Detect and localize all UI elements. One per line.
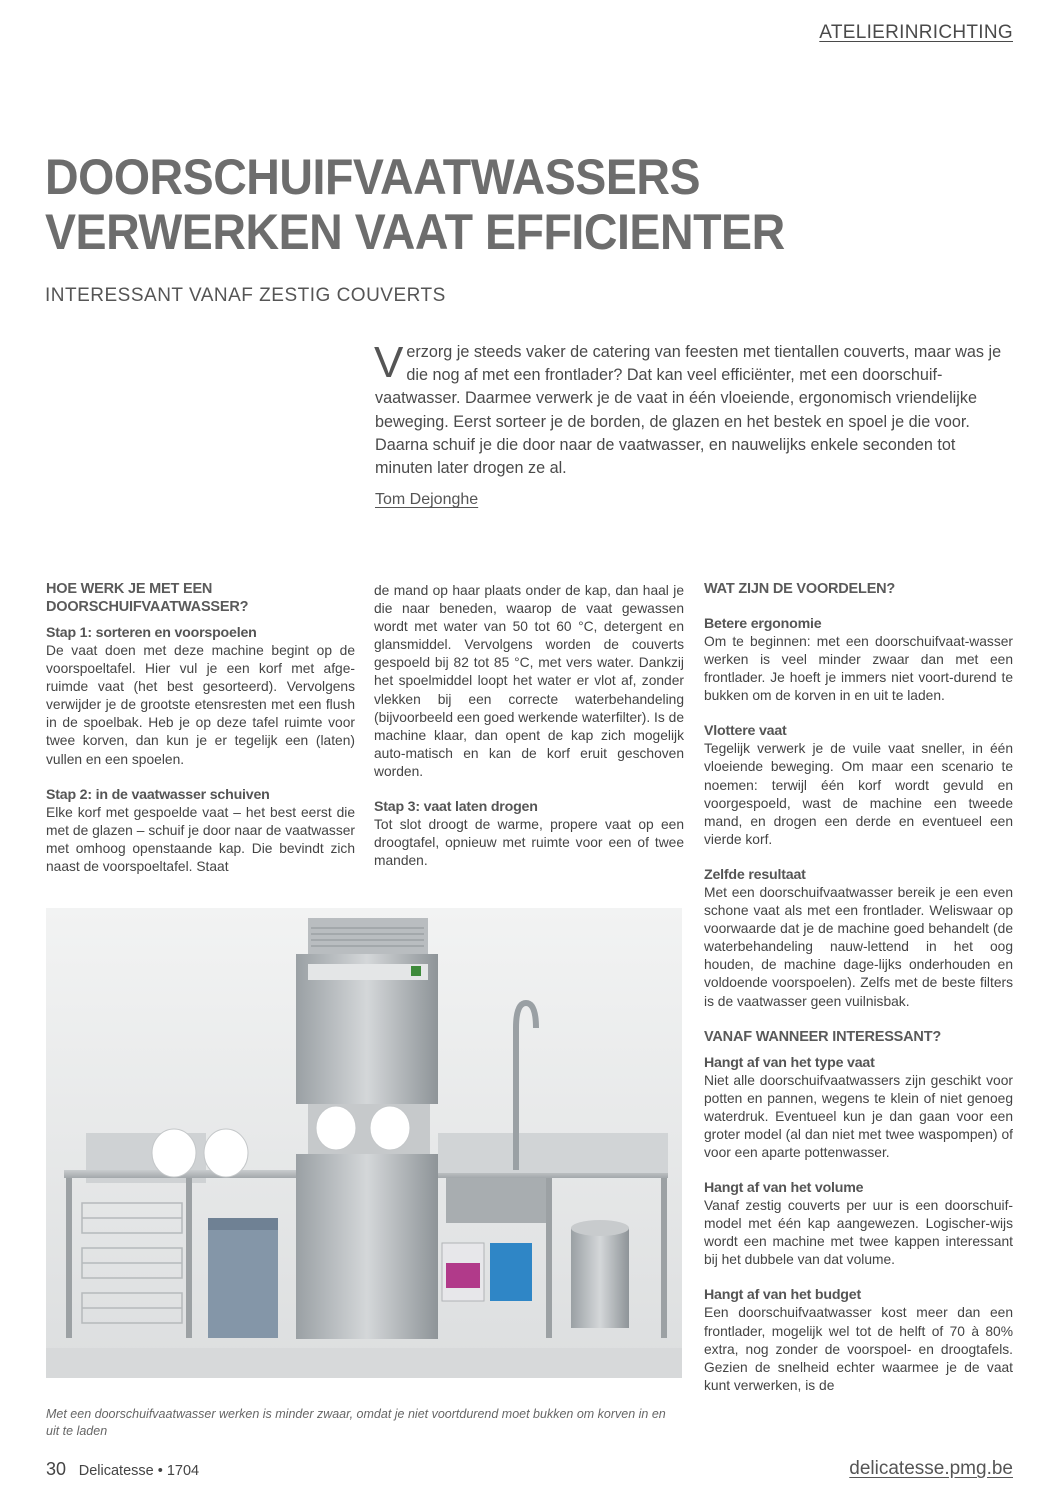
author-byline[interactable]: Tom Dejonghe: [375, 491, 479, 508]
type-title: Hangt af van het type vaat: [704, 1054, 875, 1071]
ergonomics-text: Om te beginnen: met een doorschuifvaat-wasser werken is veel minder zwaar dan met een frontlader. Je hoeft je immers niet voort-durend te bukken om de korven in en uit te laden.: [704, 634, 1013, 704]
intro-paragraph: [374, 338, 1010, 480]
dishwasher-illustration: [46, 908, 682, 1378]
step1-title: Stap 1: sorteren en voorspoelen: [46, 625, 257, 641]
type-text: Niet alle doorschuifvaatwassers zijn geschikt voor potten en pannen, wegens te klein of niet genoeg waterdruk. Eventueel kun je dan gaan voor een groter model (al dan niet met twee waspompen) of voor een aparte pottenwasser.: [704, 1072, 1013, 1160]
step1-text: De vaat doen met deze machine begint op de voorspoeltafel. Hier vul je een korf met afge-ruimde vaat (het best gesorteerd). Vervolgens verwijder je de grootste etensresten met een flush in de spoelbak. Heb je op deze tafel ruimte voor twee korven, dan kun je er tegelijk een (laten) vullen en een spoelen.: [46, 643, 355, 767]
budget-title: Hangt af van het budget: [704, 1287, 861, 1304]
photo-caption: Met een doorschuifvaatwasser werken is minder zwaar, omdat je niet voortdurend moet bukken om korven in en uit te laden: [46, 1407, 666, 1438]
column-1: [46, 580, 355, 876]
section-heading-advantages: WAT ZIJN DE VOORDELEN?: [704, 581, 896, 597]
flow-text: Tegelijk verwerk je de vuile vaat sneller, in één vloeiende beweging. Om maar een scenario te noemen: terwijl één korf wordt gevuld en voorgespoeld, wast de machine een tweede mand, en drogen een derde en eventueel een vierde korf.: [704, 741, 1013, 847]
headline-line-2: VERWERKEN VAAT EFFICIENTER: [45, 204, 785, 260]
intro-text: erzorg je steeds vaker de catering van feesten met tientallen couverts, maar was je die nog af met een frontlader? Dat kan veel efficiënter, met een doorschuif-vaatwasser. Daarmee verwerk je de vaat in één vloeiende, ergonomisch vriendelijke beweging. Eerst sorteer je de borden, de glazen en het bestek en spoel je die voor. Daarna schuif je die door naar de vaatwasser, en nauwelijks enkele seconden tot minuten later drogen ze al.: [375, 343, 1002, 478]
step3-text: Tot slot droogt de warme, propere vaat op een droogtafel, opnieuw met ruimte voor een of twee manden.: [374, 817, 684, 869]
section-heading-when: VANAF WANNEER INTERESSANT?: [704, 1028, 942, 1045]
volume-title: Hangt af van het volume: [704, 1180, 864, 1197]
section-label: ATELIERINRICHTING: [819, 22, 1013, 43]
column-2: [374, 582, 684, 870]
volume-text: Vanaf zestig couverts per uur is een doorschuif-model met één kap aangewezen. Logischer-wijs wordt een machine met twee kappen interessant bij het dubbele van dat volume.: [704, 1198, 1013, 1268]
section-heading-how: HOE WERK JE MET EEN DOORSCHUIFVAATWASSER?: [46, 581, 249, 615]
magazine-issue: Delicatesse • 1704: [78, 1463, 200, 1479]
subheading: INTERESSANT VANAF ZESTIG COUVERTS: [45, 285, 446, 306]
page-footer: [46, 1459, 199, 1480]
step2-continued-text: de mand op haar plaats onder de kap, dan haal je die naar beneden, waarop de vaat gewassen wordt met water van 50 tot 60 °C, detergent en glansmiddel. Vervolgens worden de couverts gespoeld bij 82 tot 85 °C, met vers water. Dankzij het spoelmiddel loopt het water er vlot af, zonder vlekken bij een correcte waterbehandeling (bijvoorbeeld een goed werkende waterfilter). Is de machine klaar, dan opent de kap zich mogelijk auto-matisch en kan de korf eruit geschoven worden.: [374, 583, 684, 779]
website-link[interactable]: delicatesse.pmg.be: [849, 1458, 1013, 1479]
step2-text: Elke korf met gespoelde vaat – het best eerst die met de glazen – schuif je door naar de vaatwasser met omhoog openstaande kap. Die bevindt zich naast de voorspoeltafel. Staat: [46, 804, 355, 874]
step2-title: Stap 2: in de vaatwasser schuiven: [46, 786, 270, 803]
result-text: Met een doorschuifvaatwasser bereik je een even schone vaat als met een frontlader. Weliswaar op voorwaarde dat je de machine goed behandelt (de waterbehandeling nauw-lettend in het oog houden, de machine dage-lijks onderhouden en voldoende voorspoelen). Zelfs met de beste filters is de vaatwasser geen vuilnisbak.: [704, 884, 1013, 1009]
ergonomics-title: Betere ergonomie: [704, 616, 822, 632]
step3-title: Stap 3: vaat laten drogen: [374, 799, 538, 816]
dishwasher-photo: [46, 908, 682, 1378]
result-title: Zelfde resultaat: [704, 866, 806, 883]
headline: [45, 150, 882, 260]
page-number: 30: [46, 1459, 67, 1479]
budget-text: Een doorschuifvaatwasser kost meer dan een frontlader, mogelijk wel tot de helft of 70 à 80% extra, nog zonder de voorspoel- en droogtafels. Gezien de snelheid echter waarmee je de vaat kunt verwerken, is de: [704, 1305, 1013, 1393]
flow-title: Vlottere vaat: [704, 723, 787, 740]
column-3: [704, 580, 1013, 1395]
drop-cap: V: [374, 338, 404, 387]
headline-line-1: DOORSCHUIFVAATWASSERS: [45, 149, 701, 205]
